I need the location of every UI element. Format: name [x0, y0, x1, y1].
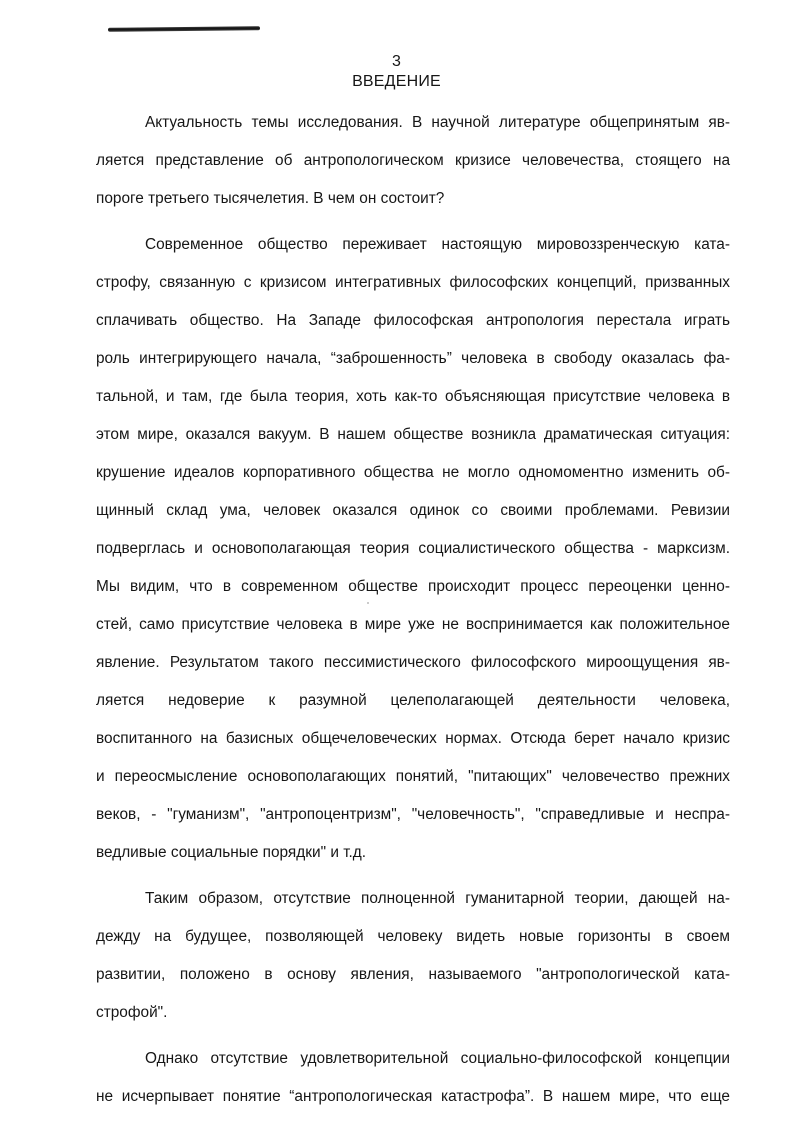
text-line: ведливые социальные порядки" и т.д.: [96, 844, 367, 861]
text-line: развитии, положено в основу явления, называемого "антропологической ката-: [96, 966, 730, 983]
paragraph-1: [96, 110, 730, 224]
text-line: Таким образом, отсутствие полноценной гуманитарной теории, дающей на-: [145, 890, 730, 907]
text-line: строфой".: [96, 1004, 168, 1021]
paragraph-3: [96, 886, 730, 1038]
text-line: Актуальность темы исследования. В научной литературе общепринятым яв-: [145, 114, 730, 131]
text-line: не исчерпывает понятие “антропологическая катастрофа”. В нашем мире, что еще: [96, 1088, 730, 1105]
text-line: дежду на будущее, позволяющей человеку видеть новые горизонты в своем: [96, 928, 730, 945]
paragraph-4: [96, 1046, 730, 1122]
document-body: [96, 110, 730, 1122]
text-line: крушение идеалов корпоративного общества не могло одномоментно изменить об-: [96, 464, 730, 481]
paragraph-2: [96, 232, 730, 878]
text-line: этом мире, оказался вакуум. В нашем обществе возникла драматическая ситуация:: [96, 426, 730, 443]
text-line: строфу, связанную с кризисом интегративных философских концепций, призванных: [96, 274, 730, 291]
text-line: пороге третьего тысячелетия. В чем он состоит?: [96, 190, 445, 207]
text-line: явление. Результатом такого пессимистического философского мироощущения яв-: [96, 654, 730, 671]
scan-artifact-line: [108, 26, 260, 32]
text-line: Мы видим, что в современном обществе происходит процесс переоценки ценно-: [96, 578, 730, 595]
text-line: щинный склад ума, человек оказался одинок со своими проблемами. Ревизии: [96, 502, 730, 519]
page-number: 3: [392, 53, 401, 70]
text-line: Современное общество переживает настоящую мировоззренческую ката-: [145, 236, 730, 253]
text-line: веков, - "гуманизм", "антропоцентризм", "человечность", "справедливые и неспра-: [96, 806, 730, 823]
text-line: роль интегрирующего начала, “заброшенность” человека в свободу оказалась фа-: [96, 350, 730, 367]
text-line: ляется представление об антропологическом кризисе человечества, стоящего на: [96, 152, 730, 169]
text-line: и переосмысление основополагающих понятий, "питающих" человечество прежних: [96, 768, 730, 785]
text-line: подверглась и основополагающая теория социалистического общества - марксизм.: [96, 540, 730, 557]
text-line: стей, само присутствие человека в мире уже не воспринимается как положительное: [96, 616, 730, 633]
text-line: ляется недоверие к разумной целеполагающей деятельности человека,: [96, 692, 730, 709]
text-line: Однако отсутствие удовлетворительной социально-философской концепции: [145, 1050, 730, 1067]
text-line: сплачивать общество. На Западе философская антропология перестала играть: [96, 312, 730, 329]
section-title: ВВЕДЕНИЕ: [352, 73, 441, 90]
text-line: тальной, и там, где была теория, хоть как-то объясняющая присутствие человека в: [96, 388, 730, 405]
text-line: воспитанного на базисных общечеловеческих нормах. Отсюда берет начало кризис: [96, 730, 730, 747]
